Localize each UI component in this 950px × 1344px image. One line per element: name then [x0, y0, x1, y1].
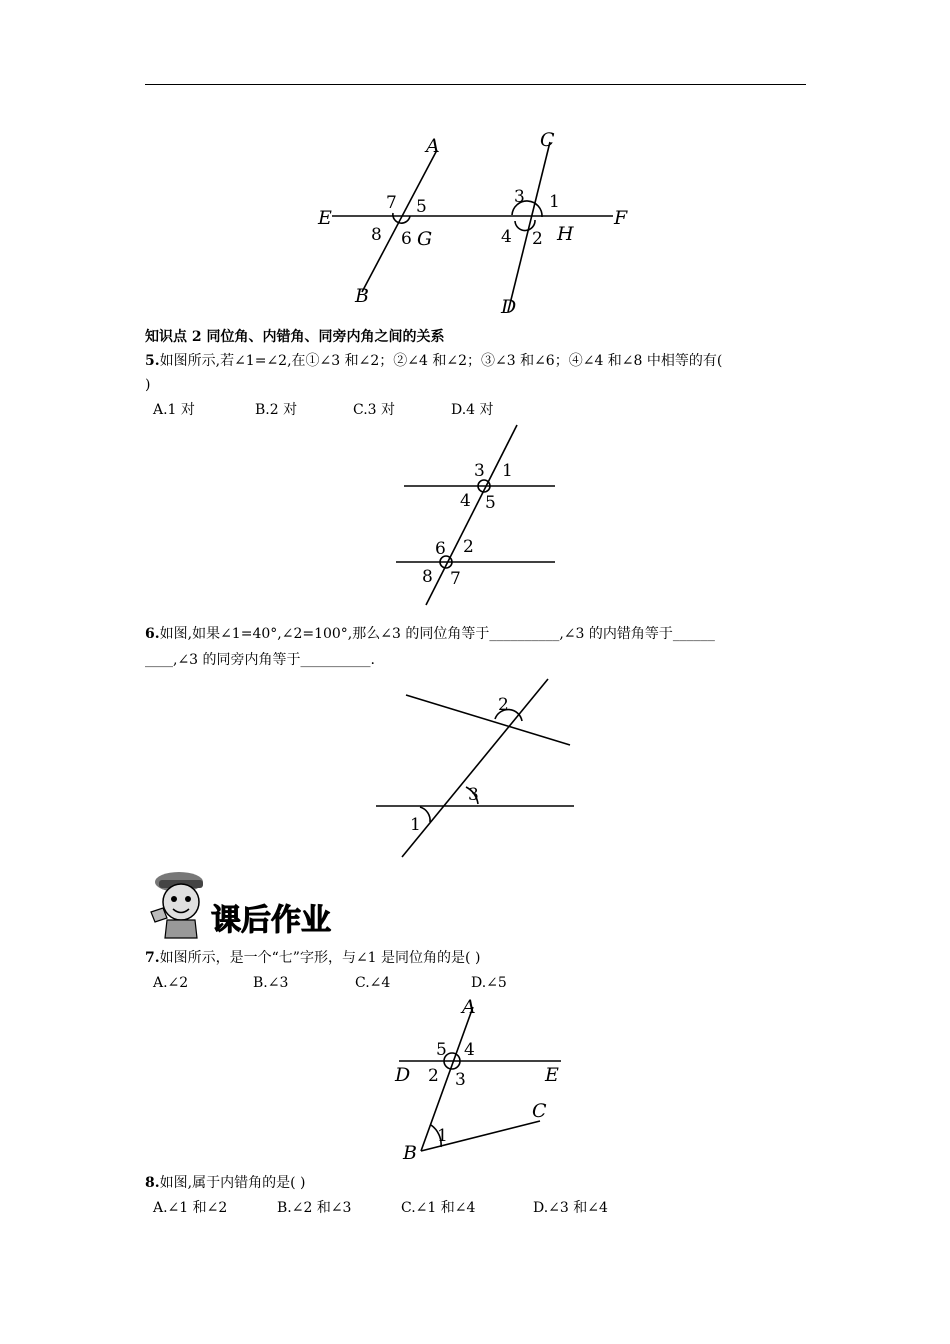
angle-4: 4 — [501, 227, 512, 247]
q8-option-b[interactable]: B.∠2 和∠3 — [277, 1200, 352, 1216]
angle-2: 2 — [532, 229, 543, 249]
q5-text: 如图所示,若∠1=∠2,在①∠3 和∠2；②∠4 和∠2；③∠3 和∠6；④∠4 和∠8 中相等的有( — [159, 353, 723, 369]
q5-angle-1: 1 — [502, 461, 513, 481]
q7-label-b: B — [403, 1142, 417, 1164]
angle-3: 3 — [514, 187, 525, 207]
header-rule — [145, 84, 806, 85]
banner-label: 课后作业 — [211, 903, 331, 938]
q7-option-b[interactable]: B.∠3 — [253, 975, 289, 991]
q5-angle-3: 3 — [474, 461, 485, 481]
label-b: B — [355, 285, 369, 307]
q6-line1 — [145, 624, 715, 644]
q6-number: 6. — [145, 626, 160, 642]
label-h: H — [557, 223, 574, 245]
q5-angle-2: 2 — [463, 537, 474, 557]
q5-angle-7: 7 — [450, 569, 461, 589]
label-d: D — [501, 296, 517, 318]
q6-angle-1: 1 — [410, 815, 421, 835]
angle-6: 6 — [401, 229, 412, 249]
q8-option-c[interactable]: C.∠1 和∠4 — [401, 1200, 476, 1216]
q7-option-a[interactable]: A.∠2 — [153, 975, 189, 991]
label-f: F — [614, 207, 628, 229]
q5-angle-5: 5 — [485, 493, 496, 513]
angle-5: 5 — [416, 197, 427, 217]
q6-text: 如图,如果∠1=40°,∠2=100°,那么∠3 的同位角等于__________,∠3 的内错角等于______ — [159, 626, 715, 642]
q6-angle-2: 2 — [498, 695, 509, 715]
q7-angle-3: 3 — [455, 1070, 466, 1090]
q5-angle-4: 4 — [460, 491, 471, 511]
q5-option-d[interactable]: D.4 对 — [451, 402, 494, 418]
label-e: E — [318, 207, 332, 229]
q8-option-d[interactable]: D.∠3 和∠4 — [533, 1200, 608, 1216]
q8-number: 8. — [145, 1175, 160, 1191]
q6-line2: ____,∠3 的同旁内角等于__________. — [145, 652, 375, 668]
q7-label-d: D — [395, 1064, 411, 1086]
q7-angle-1: 1 — [437, 1126, 448, 1146]
q5-angle-8: 8 — [422, 567, 433, 587]
figure-q5 — [390, 420, 570, 610]
q7-label-a: A — [462, 996, 476, 1018]
q7-option-d[interactable]: D.∠5 — [471, 975, 507, 991]
q6-angle-3: 3 — [468, 785, 479, 805]
angle-1: 1 — [549, 192, 560, 212]
homework-banner — [145, 868, 340, 940]
q5-line1 — [145, 351, 722, 371]
q5-option-a[interactable]: A.1 对 — [153, 402, 195, 418]
q7-label-c: C — [532, 1100, 547, 1122]
figure-parallel-lines-efgh — [300, 120, 660, 320]
q7-angle-2: 2 — [428, 1066, 439, 1086]
angle-8: 8 — [371, 225, 382, 245]
q5-line2: ) — [145, 377, 151, 393]
q8-text: 如图,属于内错角的是( ) — [159, 1175, 306, 1191]
figure-q7 — [385, 993, 570, 1165]
figure-q6 — [370, 674, 580, 864]
label-c: C — [540, 129, 555, 151]
angle-7: 7 — [386, 193, 397, 213]
q5-option-c[interactable]: C.3 对 — [353, 402, 396, 418]
q7-text: 如图所示，是一个“七”字形，与∠1 是同位角的是( ) — [159, 950, 481, 966]
q7-label-e: E — [545, 1064, 559, 1086]
q5-number: 5. — [145, 353, 160, 369]
q7-line — [145, 948, 480, 968]
label-a: A — [426, 135, 440, 157]
q7-angle-4: 4 — [464, 1040, 475, 1060]
q7-angle-5: 5 — [436, 1040, 447, 1060]
q5-angle-6: 6 — [435, 539, 446, 559]
q7-number: 7. — [145, 950, 160, 966]
q5-option-b[interactable]: B.2 对 — [255, 402, 298, 418]
q8-option-a[interactable]: A.∠1 和∠2 — [153, 1200, 228, 1216]
section-heading: 知识点 2 同位角、内错角、同旁内角之间的关系 — [145, 329, 445, 345]
q7-option-c[interactable]: C.∠4 — [355, 975, 391, 991]
q8-line — [145, 1173, 305, 1193]
label-g: G — [417, 228, 433, 250]
